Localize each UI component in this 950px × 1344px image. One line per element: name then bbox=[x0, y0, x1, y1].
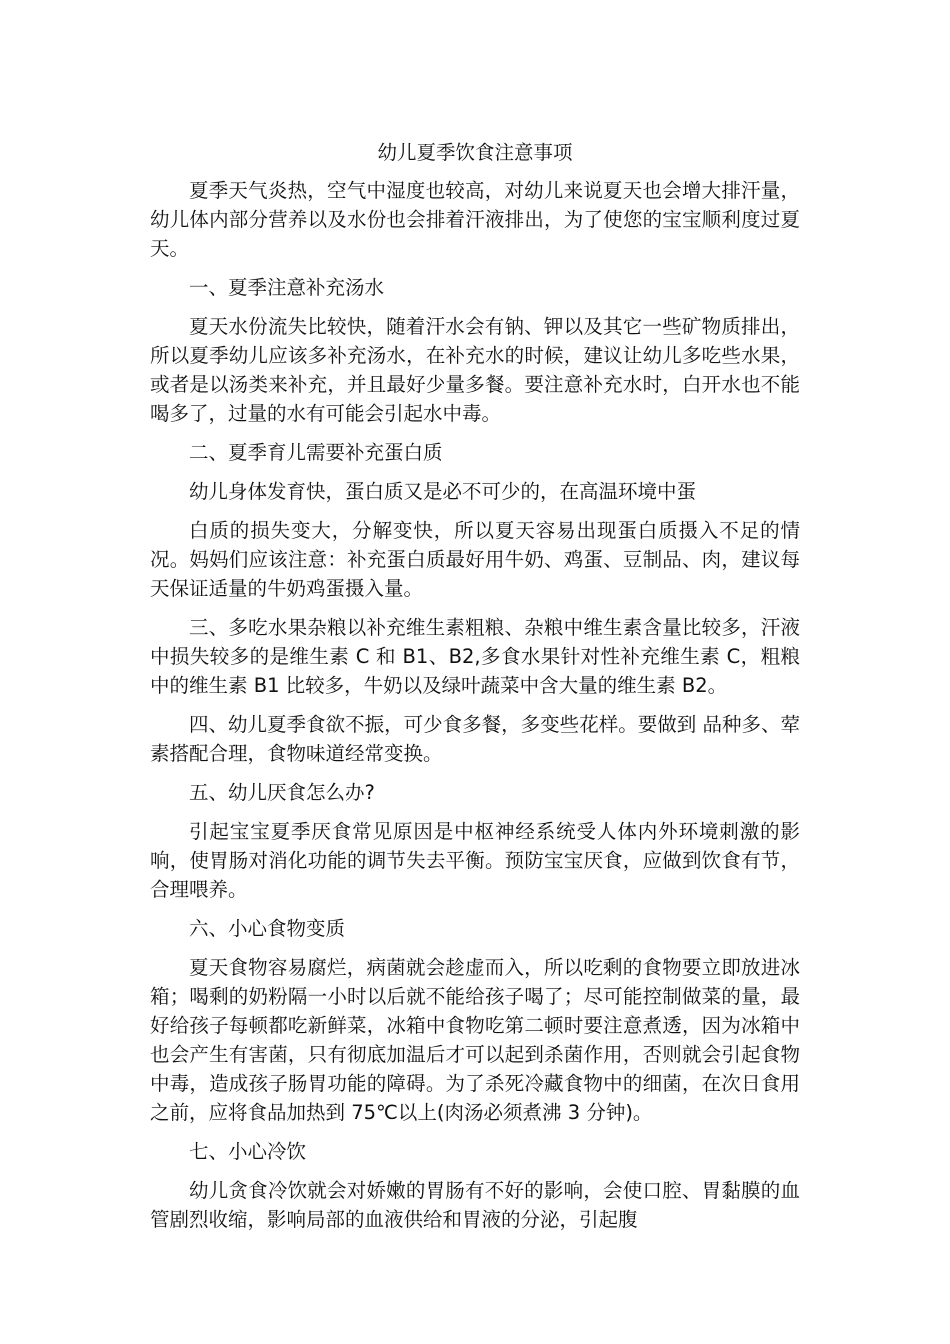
paragraph-cold-drinks: 幼儿贪食冷饮就会对娇嫩的胃肠有不好的影响，会使口腔、胃黏膜的血管剧烈收缩，影响局部的血液供给和胃液的分泌，引起腹 bbox=[150, 1179, 800, 1231]
paragraph-anorexia: 引起宝宝夏季厌食常见原因是中枢神经系统受人体内外环境刺激的影响，使胃肠对消化功能的调节失去平衡。预防宝宝厌食，应做到饮食有节，合理喂养。 bbox=[150, 820, 800, 901]
document-title: 幼儿夏季饮食注意事项 bbox=[377, 141, 573, 164]
paragraph-intro: 夏季天气炎热，空气中湿度也较高，对幼儿来说夏天也会增大排汗量，幼儿体内部分营养以及水份也会排着汗液排出，为了使您的宝宝顺利度过夏天。 bbox=[150, 179, 800, 260]
paragraph-appetite: 四、幼儿夏季食欲不振，可少食多餐，多变些花样。要做到 品种多、荤素搭配合理，食物味道经常变换。 bbox=[150, 713, 800, 765]
heading-anorexia: 五、幼儿厌食怎么办? bbox=[189, 781, 375, 804]
paragraph-vitamins: 三、多吃水果杂粮以补充维生素粗粮、杂粮中维生素含量比较多，汗液中损失较多的是维生素 C 和 B1、B2,多食水果针对性补充维生素 C，粗粮中的维生素 B1 比较多，牛奶以及绿叶蔬菜中含大量的维生素 B2。 bbox=[150, 616, 800, 697]
heading-soup-water: 一、夏季注意补充汤水 bbox=[189, 276, 385, 299]
paragraph-protein-2: 白质的损失变大，分解变快，所以夏天容易出现蛋白质摄入不足的情况。妈妈们应该注意：补充蛋白质最好用牛奶、鸡蛋、豆制品、肉，建议每天保证适量的牛奶鸡蛋摄入量。 bbox=[150, 519, 800, 600]
paragraph-protein-1: 幼儿身体发育快，蛋白质又是必不可少的，在高温环境中蛋 bbox=[189, 480, 697, 503]
heading-food-spoilage: 六、小心食物变质 bbox=[189, 917, 346, 940]
document-body bbox=[150, 138, 800, 1244]
heading-protein: 二、夏季育儿需要补充蛋白质 bbox=[189, 441, 443, 464]
paragraph-soup-water: 夏天水份流失比较快，随着汗水会有钠、钾以及其它一些矿物质排出，所以夏季幼儿应该多补充汤水，在补充水的时候，建议让幼儿多吃些水果，或者是以汤类来补充，并且最好少量多餐。要注意补充水时，白开水也不能喝多了，过量的水有可能会引起水中毒。 bbox=[150, 315, 800, 425]
paragraph-food-spoilage: 夏天食物容易腐烂，病菌就会趁虚而入，所以吃剩的食物要立即放进冰箱；喝剩的奶粉隔一小时以后就不能给孩子喝了；尽可能控制做菜的量，最好给孩子每顿都吃新鲜菜，冰箱中食物吃第二顿时要注意煮透，因为冰箱中也会产生有害菌，只有彻底加温后才可以起到杀菌作用，否则就会引起食物中毒，造成孩子肠胃功能的障碍。为了杀死冷藏食物中的细菌，在次日食用之前，应将食品加热到 75℃以上(肉汤必须煮沸 3 分钟)。 bbox=[150, 956, 800, 1124]
heading-cold-drinks: 七、小心冷饮 bbox=[189, 1140, 307, 1163]
